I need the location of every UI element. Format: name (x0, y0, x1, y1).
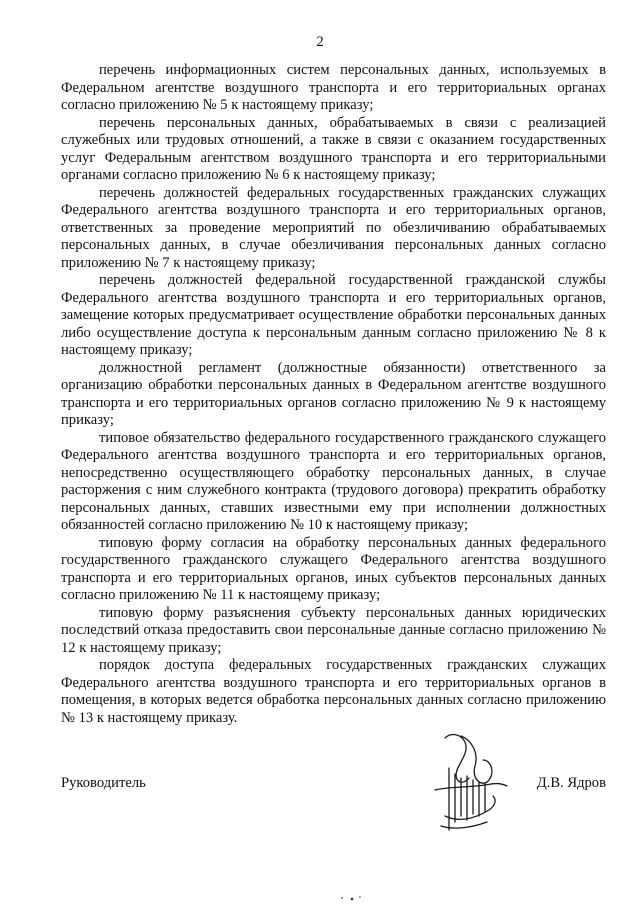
handwritten-signature-icon (431, 730, 511, 840)
list-item: должностной регламент (должностные обязанности) ответственного за организацию обработки персональных данных в Федеральном агентстве воздушного транспорта и его территориальных органов согласно приложению № 9 к настоящему приказу; (61, 359, 606, 428)
page-number: 2 (316, 34, 324, 50)
list-item: перечень должностей федеральной государственной гражданской службы Федерального агентства воздушного транспорта и его территориальных органов, замещение которых предусматривает осуществление обработки персональных данных либо осуществление доступа к персональным данным согласно приложению № 8 к настоящему приказу; (61, 272, 606, 358)
list-item: перечень информационных систем персональных данных, используемых в Федеральном агентстве воздушного транспорта и его территориальных органах согласно приложению № 5 к настоящему приказу; (61, 62, 606, 113)
list-item: перечень персональных данных, обрабатываемых в связи с реализацией служебных или трудовых отношений, а также в связи с оказанием государственных услуг Федеральным агентством воздушного транспорта и его территориальными органами согласно приложению № 6 к настоящему приказу; (61, 114, 606, 183)
list-item: типовую форму разъяснения субъекту персональных данных юридических последствий отказа предоставить свои персональные данные согласно приложению № 12 к настоящему приказу; (61, 604, 606, 656)
scan-mark-icon (330, 894, 370, 902)
list-item: перечень должностей федеральных государственных гражданских служащих Федерального агентства воздушного транспорта и его территориальных органов, ответственных за проведение мероприятий по обезличиванию обрабатываемых персональных данных, в случае обезличивания персональных данных согласно приложению № 7 к настоящему приказу; (61, 184, 606, 271)
list-item: типовую форму согласия на обработку персональных данных федерального государственного гражданского служащего Федерального агентства воздушного транспорта и его территориальных органов, иных субъектов персональных данных согласно приложению № 11 к настоящему приказу; (61, 534, 606, 603)
signature-block (61, 730, 606, 840)
list-item: порядок доступа федеральных государственных гражданских служащих Федерального агентства воздушного транспорта и его территориальных органов в помещения, в которых ведется обработка персональных данных согласно приложению № 13 к настоящему приказу. (61, 657, 606, 726)
signer-role: Руководитель (61, 775, 146, 791)
document-body (61, 62, 606, 727)
list-item: типовое обязательство федерального государственного гражданского служащего Федерального агентства воздушного транспорта и его территориальных органов, непосредственно осуществляющего обработку персональных данных, в случае расторжения с ним служебного контракта (трудового договора) прекратить обработку персональных данных, ставших известными ему при исполнении должностных обязанностей согласно приложению № 10 к настоящему приказу; (61, 429, 606, 533)
signer-name: Д.В. Ядров (536, 775, 606, 791)
